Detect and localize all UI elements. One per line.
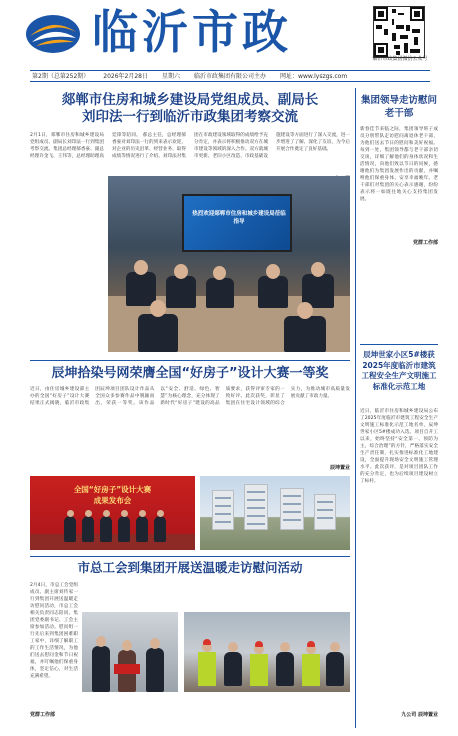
article2-title: 辰坤拾染号网荣膺全国“好房子”设计大赛一等奖 — [51, 366, 329, 381]
side-article1-title: 集团领导走访慰问老干部 — [360, 95, 437, 119]
article2-photo-award-ceremony — [30, 476, 195, 550]
side-article2-title: 辰坤世家小区5#楼获2025年度临沂市建筑工程安全生产文明施工标准化示范工地 — [361, 350, 437, 391]
qr-label: 临沂市政集团微信公众号 — [372, 56, 428, 62]
award-banner-line1: 全国“好房子”设计大赛 — [73, 485, 152, 494]
article3-body: 2月4日，市总工会党组成员、副主席刘传家一行到集团开展送温暖走访慰问活动，市总工会相关负责同志陪同。集团党委副书记、工会主席参加活动。慰问组一行先后来到集团困难职工家中，详细了解职工的工作生活情况，为他们送去慰问金和节日祝福，并叮嘱他们保重身体，坚定信心，对生活充满希望。 — [30, 583, 78, 679]
wechat-qr-code[interactable] — [373, 6, 425, 58]
award-banner-line2: 成果发布会 — [93, 496, 132, 505]
article1-photo-meeting — [108, 176, 350, 352]
article3-photo-construction-workers — [184, 612, 350, 692]
welcome-screen-text: 热烈欢迎郯郸市住房和城乡建设局莅临指导 — [192, 211, 286, 225]
section-divider-1 — [30, 360, 350, 361]
side-article2-credit: 九公司 辰坤置业 — [401, 712, 438, 718]
article2-credit: 辰坤置业 — [329, 465, 350, 471]
issue-date: 2026年2月28日 — [103, 73, 149, 80]
issue-info-bar — [30, 70, 430, 82]
article2-body: 近日，由住房城乡建设部主办的全国“好房子”设计大赛结果正式揭晓，临沂市政集团辰坤项目团队设计作品从全国众多参赛作品中脱颖而出，荣获一等奖。该作品以“安全、舒适、绿色、智慧”为核心理念，充分体现了新时代“好房子”建设的高品质要求，获得评审专家的一致好评。此次获奖，彰显了集团在住宅设计领域的综合实力，为推动城市高质量发展贡献了市政力量。 — [30, 387, 350, 406]
city-group-logo-icon — [24, 12, 82, 56]
side-divider — [360, 344, 438, 345]
masthead — [0, 0, 458, 72]
article1-title-line1: 郯郸市住房和城乡建设局党组成员、副局长 — [61, 92, 319, 108]
website[interactable]: 网址：www.lyszgs.com — [280, 73, 348, 80]
publisher: 临沂市政集团有限公司主办 — [194, 73, 267, 80]
article2-photo-residential-buildings — [200, 476, 350, 550]
side-article1-credit: 党群工作部 — [412, 240, 438, 246]
issue-weekday: 星期六 — [162, 73, 181, 80]
award-banner — [30, 484, 195, 506]
paper-name: 临沂市政 — [92, 5, 292, 59]
article1-title — [30, 92, 350, 126]
welcome-screen — [182, 194, 292, 252]
column-divider — [355, 88, 356, 728]
article3-photo-visit-family — [82, 612, 178, 692]
side-article2-body: 近日，临沂市住房和城乡建设局公布了2025年度临沂市建筑工程安全生产文明施工标准化示范工地名单，辰坤世家小区5#楼成功入选。项目自开工以来，始终坚持“安全第一、预防为主、综合治理”的方针，严格落实安全生产责任制，扎实推进标准化工地建设，全面提升现场安全文明施工管理水平。此次获评，是对项目团队工作的充分肯定，也为后续项目建设树立了标杆。 — [360, 409, 438, 484]
article3-credit: 党群工作部 — [30, 712, 56, 718]
article1-body: 2月1日，郯郸市住房和城乡建设局党组成员、副局长刘印法一行到集团考察交流。集团总经理郝香豪、副总经理许金飞、王伟等，总经理助理高廷锋等陪同。 郝总主任，总经理郝香豪对刘印法一行的到来表示欢迎，对企业的历史沿革、经营业务、取得成绩等情况进行了介绍。刘印法对集团在市政建设领域取得的成绩给予充分肯定，并表示将积极推动双方在城市建设等领域的深入合作。双方就城市更新、老旧小区改造、市政基础设施建设等方面进行了深入交流，进一步增进了了解、深化了友谊，为今后开展合作奠定了良好基础。 — [30, 133, 350, 159]
article1-title-line2: 刘印法一行到临沂市政集团考察交流 — [82, 109, 298, 125]
issue-number: 第2期（总第252期） — [32, 73, 90, 80]
article1-body-cont — [30, 176, 102, 346]
section-divider-2 — [30, 556, 350, 557]
side-article1-body: 新春佳节来临之际，集团领导班子成员分别带队走访慰问离退休老干部，为他们送去节日的慰问和美好祝福。每到一处，集团领导都与老干部亲切交谈，详细了解他们的身体状况和生活情况，向他们致以节日的问候，感谢他们为集团发展作出的贡献，并嘱咐他们保重身体、安享幸福晚年。老干部们对集团的关心表示感谢，纷纷表示将一如既往地关心支持集团发展。 — [360, 127, 438, 202]
article3-title: 市总工会到集团开展送温暖走访慰问活动 — [77, 560, 303, 575]
